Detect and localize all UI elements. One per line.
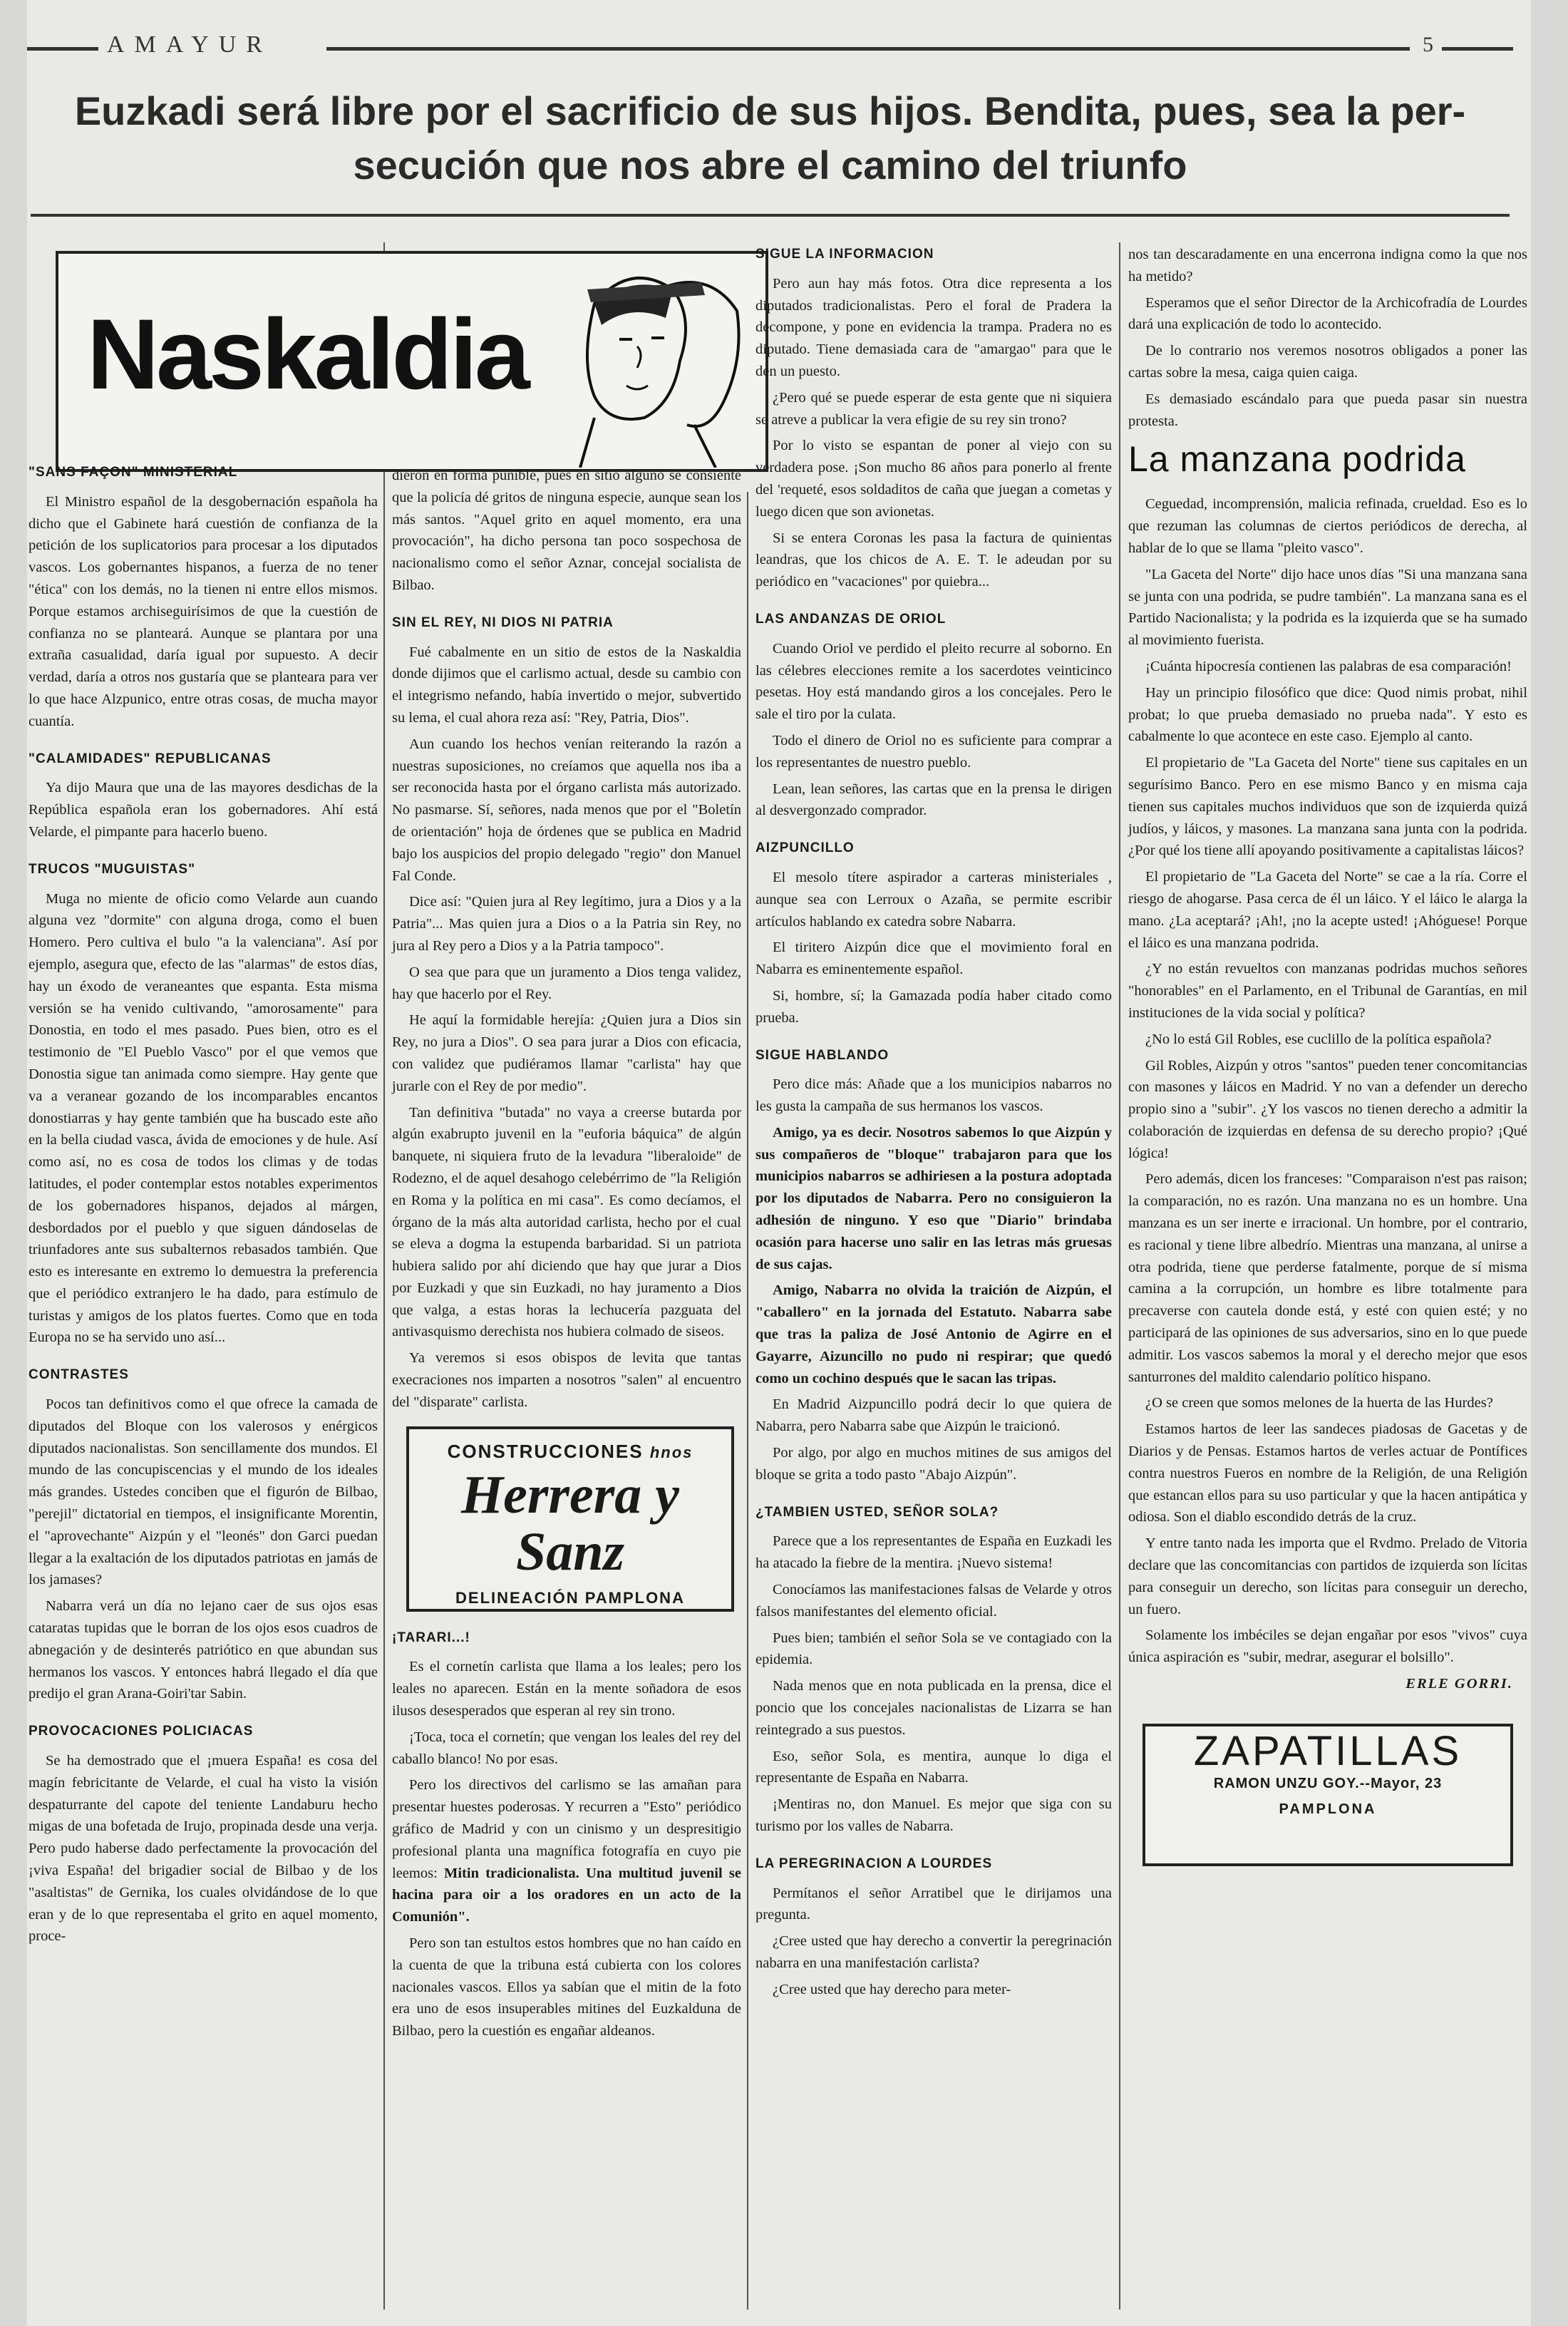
- column-rule: [747, 492, 748, 2310]
- paragraph: El propietario de "La Gaceta del Norte" se cae a la ría. Corre el riesgo de ahogarse. Pasa cerca de él un láico. Y el láico le alarga la mano. ¿La aceptará? ¡Ah!, ¡no la acepte usted! ¡Ahóguese! Porque el láico es una manzana podrida.: [1128, 869, 1527, 951]
- paragraph: Si, hombre, sí; la Gamazada podía haber citado como prueba.: [755, 987, 1112, 1026]
- section-heading: LAS ANDANZAS DE ORIOL: [755, 611, 947, 627]
- section-heading: AIZPUNCILLO: [755, 840, 855, 856]
- paragraph: Por lo visto se espantan de poner al viejo con su verdadera pose. ¡Son mucho 86 años para ponerlo al frente del 'requeté, esos soldaditos de caña que juegan a cometas y luego dicen que son avionetas.: [755, 438, 1112, 520]
- section-heading: CONTRASTES: [29, 1367, 129, 1383]
- paragraph: Ceguedad, incomprensión, malicia refinada, crueldad. Eso es lo que rezuman las columnas de ciertos periódicos de derecha, al hablar de lo que se llama "pleito vasco".: [1128, 496, 1527, 556]
- paragraph: Pues bien; también el señor Sola se ve contagiado con la epidemia.: [755, 1630, 1112, 1668]
- masthead-wrapper: [27, 251, 768, 472]
- section-heading: PROVOCACIONES POLICIACAS: [29, 1724, 254, 1739]
- naskaldia-masthead: [56, 251, 768, 472]
- paragraph: ¿Cree usted que hay derecho a convertir la peregrinación nabarra en una manifestación carlista?: [755, 1933, 1112, 1971]
- paragraph: ¿O se creen que somos melones de la huerta de las Hurdes?: [1145, 1395, 1493, 1411]
- section-heading: LA PEREGRINACION A LOURDES: [755, 1856, 993, 1871]
- ad-construcciones-text: CONSTRUCCIONES: [447, 1440, 644, 1462]
- paragraph: De lo contrario nos veremos nosotros obligados a poner las cartas sobre la mesa, caiga quien caiga.: [1128, 343, 1527, 381]
- paragraph: ¡Mentiras no, don Manuel. Es mejor que siga con su turismo por los valles de Nabarra.: [755, 1796, 1112, 1834]
- section-heading: SIGUE HABLANDO: [755, 1047, 889, 1063]
- paragraph: El propietario de "La Gaceta del Norte" tiene sus capitales en un segurísimo Banco. Pero en ese mismo Banco y en misma caja tienen sus capitales muchos individuos que son de izquierda quizá judíos, y láicos, y masones. La manzana sana junta con la podrida. ¿Por qué los tiene allí apoyando positivamente a capitalistas láicos?: [1128, 755, 1527, 859]
- paragraph: ¡Toca, toca el cornetín; que vengan los leales del rey del caballo blanco! No por esas.: [392, 1729, 741, 1767]
- paragraph: [392, 1774, 741, 1928]
- paragraph: Es demasiado escándalo para que pueda pasar sin nuestra protesta.: [1128, 391, 1527, 429]
- paragraph: ¿Pero qué se puede esperar de esta gente que ni siquiera se atreve a publicar la vera efigie de su rey sin trono?: [755, 389, 1112, 428]
- section-heading: "SANS FAÇON" MINISTERIAL: [29, 465, 238, 480]
- paragraph: Todo el dinero de Oriol no es suficiente para comprar a los representantes de nuestro pueblo.: [755, 732, 1112, 771]
- paragraph: Pero además, dicen los franceses: "Comparaison n'est pas raison; la comparación, no es razón. Una manzana no es un hombre. Una manzana es un ser inerte e irracional. Un hombre, por el contrario, es racional y tiene libre albedrío. Mientras una manzana, al unirse a otra podrida, tiene que perderse fatalmente, porque de sí misma camina a la corrupción, un hombre es libre totalmente para precaverse con cautela donde está, y esté con quien esté; y no participará de las opiniones de sus adversarios, sino en lo que puede admitir. Los vascos sabemos la moral y el derecho mejor que esos santurrones del maldito calendario político hispano.: [1128, 1171, 1527, 1385]
- paragraph: Pero aun hay más fotos. Otra dice representa a los diputados tradicionalistas. Pero el foral de Pradera la decompone, y pone en evidencia la trampa. Pradera no es diputado. Tiene demasiada cara de "amargao" para que le den un puesto.: [755, 275, 1112, 379]
- paragraph: He aquí la formidable herejía: ¿Quien jura a Dios sin Rey, no jura a Dios". O sea para jurar a Dios con eficacia, con validez que pudiéramos llamar "carlista" hay que jurarle con el Rey de por medio".: [392, 1012, 741, 1094]
- section-heading: ¿TAMBIEN USTED, SEÑOR SOLA?: [755, 1504, 999, 1520]
- paragraph: Aun cuando los hechos venían reiterando la razón a nuestras suposiciones, no creíamos que aquella nos iba a ser reconocida hasta por el órgano carlista más autorizado. No pasmarse. Sí, señores, nada menos que por el "Boletín de orientación" hoja de órdenes que se publica en Madrid bajo los auspicios del propio delegado "regio" don Manuel Fal Conde.: [392, 736, 741, 884]
- paragraph: El mesolo títere aspirador a carteras ministeriales , aunque sea con Lerroux o Azaña, se permite escribir artículos hablando ex catedra sobre Nabarra.: [755, 869, 1112, 930]
- paragraph: Por algo, por algo en muchos mitines de sus amigos del bloque se grita a todo pasto "Abajo Aizpún".: [755, 1445, 1112, 1483]
- paragraph: Nabarra verá un día no lejano caer de sus ojos esas cataratas tupidas que le borran de los ojos esos cuadros de abnegación y de desinterés patriótico en que abundan sus hermanos los vascos. Y entonces habrá llegado el día que predijo el gran Arana-Goiri'tar Sabin.: [29, 1598, 378, 1702]
- masthead-title: Naskaldia: [87, 298, 527, 410]
- paragraph: Pocos tan definitivos como el que ofrece la camada de diputados del Bloque con los valerosos y enérgicos diputados nacionalistas. Son sencillamente dos mundos. El mundo de las concupiscencias y el mundo de los ideales más grandes. Ustedes conciben que el figurón de Bilbao, "perejil" dictatorial en tiempos, el insignificante Morentin, el "aprovechante" Aizpún y el "leonés" don Garci puedan llegar a la exaltación de los diputados patriotas en jamás de los jamases?: [29, 1396, 378, 1588]
- paragraph: ¿Cree usted que hay derecho para meter-: [773, 1981, 1011, 1997]
- paragraph: Amigo, Nabarra no olvida la traición de Aizpún, el "caballero" en la jornada del Estatuto. Nabarra sabe que tras la paliza de José Antonio de Agirre en el Gayarre, Aizuncillo no pudo ni respirar; que quedó como un cochino después que le sacan las tripas.: [755, 1282, 1112, 1386]
- paragraph: El tiritero Aizpún dice que el movimiento foral en Nabarra es eminentemente español.: [755, 940, 1112, 978]
- paragraph: "La Gaceta del Norte" dijo hace unos días "Si una manzana sana se junta con una podrida, se pudre también". La manzana sana es el Partido Nacionalista; y la podrida es la izquierda que se ha sumado al movimiento fuerista.: [1128, 566, 1527, 649]
- section-heading: SIGUE LA INFORMACION: [755, 247, 934, 262]
- paragraph: Conocíamos las manifestaciones falsas de Velarde y otros falsos manifestantes del elemento oficial.: [755, 1582, 1112, 1620]
- banner-line-2: secución que nos abre el camino del triunfo: [353, 143, 1187, 187]
- paragraph: En Madrid Aizpuncillo podrá decir lo que quiera de Nabarra, pero Nabarra sabe que Aizpún le traicionó.: [755, 1396, 1112, 1435]
- ad-hnos-text: hnos: [649, 1443, 693, 1461]
- ad-company-name: Herrera y Sanz: [460, 1465, 680, 1583]
- paragraph: Permítanos el señor Arratibel que le dirijamos una pregunta.: [755, 1885, 1112, 1923]
- banner-rule: [31, 214, 1510, 217]
- paragraph: Nada menos que en nota publicada en la prensa, dice el poncio que los concejales nacionalistas de Lizarra se han reintegrado a sus puestos.: [755, 1678, 1112, 1738]
- ad-title: ZAPATILLAS: [1193, 1727, 1463, 1774]
- paragraph: Muga no miente de oficio como Velarde aun cuando alguna vez "dormite" con alguna droga, como el buen Homero. Pero cultiva el bulo "a la valenciana". Así por ejemplo, asegura que, efecto de las "alarmas" de estos días, hay un éxodo de veraneantes que espanta. Esta misma versión se ha venido cultivando, "amorosamente" para Donostia, en todo el mes pasado. Pues bien, otro es el testimonio de "El Pueblo Vasco" por el que vemos que Donostia sigue tan animada como siempre. Hay gente que va a veranear gozando de los incomparables encantos donostiarras y hay gente también que ha buscado este año en la bella ciudad vasca, ávida de emociones y de hule. Así como así, no es cosa de todos los climas y de todas latitudes, el poder contemplar estos notables experimentos de los gobernadores hispanos, dejados al márgen, desbordados por el pueblo y que siguen dándoselas de triunfadores ante sus subalternos rebasados también. Que esto es interesante en extremo lo demuestra la preferencia que el periódico extranjero le ha dado, para estímulo de turistas y amigos de los platos fuertes. Como que en toda Europa no se ha servido uno así...: [29, 890, 378, 1346]
- section-heading: ¡TARARI...!: [392, 1630, 470, 1645]
- paragraph: Estamos hartos de leer las sandeces piadosas de Gacetas y de Diarios y de Pensas. Estamos hartos de verles actuar de Pontífices contra nuestros Fueros en nombre de la Religión, de una Religión que estancan ellos para su uso particular y que la hacen antipática y odiosa. Son el diablo escondido detrás de la cruz.: [1128, 1421, 1527, 1525]
- ad-city: PAMPLONA: [1279, 1801, 1377, 1818]
- paragraph: Hay un principio filosófico que dice: Quod nimis probat, nihil probat; lo que prueba demasiado no prueba nada". Y esto es cabalmente lo que acontece en este caso. Ejemplo al canto.: [1128, 684, 1527, 745]
- section-heading: SIN EL REY, NI DIOS NI PATRIA: [392, 614, 614, 630]
- ad-line: [416, 1441, 724, 1464]
- paragraph: Fué cabalmente en un sitio de estos de la Naskaldia donde dijimos que el carlismo actual, desde su cambio con el integrismo nefando, había invertido o mejor, subvertido su lema, el cual ahora reza así: "Rey, Patria, Dios".: [392, 644, 741, 726]
- paragraph: Amigo, ya es decir. Nosotros sabemos lo que Aizpún y sus compañeros de "bloque" trabajaron para que los municipios nabarros se adhiriesen a la postura adoptada por los diputados de Nabarra. Pero no consiguieron la adhesión de ninguno. Y eso que "Diario" brindaba ocasión para hacerse uno salir en las letras más gruesas de sus cajas.: [755, 1124, 1112, 1272]
- paragraph: Parece que a los representantes de España en Euzkadi les ha atacado la fiebre de la mentira. ¡Nuevo sistema!: [755, 1533, 1112, 1572]
- paragraph: Pero son tan estultos estos hombres que no han caído en la cuenta de que la tribuna está cubierta con los colores nacionales vascos. Ellos ya sabían que el mitin de la foto era uno de esos insuperables mitines del Euzkalduna de Bilbao, pero la cuestión es engañar aldeanos.: [392, 1935, 741, 2039]
- herrera-sanz-advertisement: [406, 1426, 734, 1612]
- article-title: La manzana podrida: [1128, 439, 1466, 480]
- paragraph: ¿No lo está Gil Robles, ese cuclillo de la política española?: [1145, 1031, 1492, 1047]
- paragraph: Esperamos que el señor Director de la Archicofradía de Lourdes dará una explicación de todo lo acontecido.: [1128, 294, 1527, 333]
- paragraph: Ya veremos si esos obispos de levita que tantas execraciones nos imparten a nosotros "salen" al encuentro del "disparate" carlista.: [392, 1350, 741, 1410]
- column-rule: [383, 242, 385, 2310]
- column-2: [392, 465, 741, 2047]
- column-rule: [1119, 242, 1120, 2310]
- column-3: [755, 244, 1112, 2005]
- paragraph: Gil Robles, Aizpún y otros "santos" pueden tener concomitancias con masones y láicos en Madrid. Y no van a defender un derecho propio sino a "subir". ¿Y los vascos no tienen derecho a admitir la colaboración de izquierdas en defensa de su derecho propio? ¡Qué lógica!: [1128, 1057, 1527, 1161]
- paragraph: El Ministro español de la desgobernación española ha dicho que el Gabinete hará cuestión de confianza de la petición de los suplicatorios para procesar a los diputados vascos. Los gobernantes hispanos, a fuerza de no tener "ética" con los demás, no la tienen ni entre ellos mismos. Porque estamos archiseguirísimos de que la cuestión de confianza no se planteará. Aunque se plantara por una extraña casualidad, daría igual por supuesto. A decir verdad, daría a otros nos gustaría que se planteara para ver lo que hace Alzpunico, entre otras cosas, de mucha mayor cuantía.: [29, 493, 378, 729]
- ad-location: DELINEACIÓN PAMPLONA: [455, 1589, 685, 1607]
- section-heading: "CALAMIDADES" REPUBLICANAS: [29, 751, 272, 766]
- paragraph: ¿Y no están revueltos con manzanas podridas muchos señores "honorables" en el Parlamento, en el Tribunal de Garantías, en mil instituciones de la vida social y política?: [1128, 961, 1527, 1021]
- faces-illustration-icon: [552, 261, 751, 468]
- page-header: [27, 31, 1513, 60]
- paragraph-bold-text: Mitin tradicionalista. Una multitud juvenil se hacina para oir a los oradores en un acto de la Comunión".: [392, 1865, 741, 1925]
- paragraph: Cuando Oriol ve perdido el pleito recurre al soborno. En las célebres elecciones remite a los sacerdotes veinticinco pesetas. Hoy está mandando giros a los concejales. Pero le sale el tiro por la culata.: [755, 640, 1112, 723]
- page-number: 5: [1423, 33, 1433, 56]
- paragraph: dieron en forma punible, pues en sitio alguno se consiente que la policía dé gritos de ninguna especie, aunque sean los más santos. "Aquel grito en aquel momento, era una provocación", ha dicho persona tan poco sospechosa de nacionalismo como el señor Aznar, concejal socialista de Bilbao.: [392, 468, 741, 593]
- paragraph: Ya dijo Maura que una de las mayores desdichas de la República española eran los gobernadores. Ahí está Velarde, el pimpante para hacerlo bueno.: [29, 780, 378, 840]
- paragraph: Y entre tanto nada les importa que el Rvdmo. Prelado de Vitoria declare que las concomitancias con partidos de izquierda son lícitas para conseguir un derecho, son lícitas para conseguir un derecho, un fuero.: [1128, 1535, 1527, 1617]
- zapatillas-advertisement: [1143, 1724, 1513, 1866]
- newspaper-page: [27, 0, 1531, 2326]
- author-signature: ERLE GORRI.: [1405, 1676, 1513, 1692]
- header-rule-left: [27, 47, 98, 51]
- banner-line-1: Euzkadi será libre por el sacrificio de sus hijos. Bendita, pues, sea la per-: [74, 88, 1466, 133]
- column-4: [1128, 244, 1527, 1866]
- paragraph: Eso, señor Sola, es mentira, aunque lo diga el representante de España en Nabarra.: [755, 1748, 1112, 1786]
- paragraph: Lean, lean señores, las cartas que en la prensa le dirigen al desvergonzado comprador.: [755, 781, 1112, 819]
- paragraph: ¡Cuánta hipocresía contienen las palabras de esa comparación!: [1145, 658, 1512, 674]
- column-1: [29, 462, 378, 1952]
- header-rule-right: [1442, 47, 1513, 51]
- paragraph: O sea que para que un juramento a Dios tenga validez, hay que hacerlo por el Rey.: [392, 964, 741, 1002]
- banner-headline: [27, 84, 1513, 192]
- paragraph: Se ha demostrado que el ¡muera España! es cosa del magín febricitante de Velarde, el cual ha visto la visión despaturrante del capote del teniente Landaburu hecho migas de una bofetada de Irujo, propinada desde una verja. Pero pudo haberse dado perfectamente la provocación del ¡viva España! del brigadier social de Bilbao y de los "asaltistas" de Gernika, los cuales olvidándose de lo que eran y de lo que representaba el grito en aquel momento, proce-: [29, 1753, 378, 1945]
- paragraph: Solamente los imbéciles se dejan engañar por esos "vivos" cuya única aspiración es "subir, medrar, asegurar el bolsillo".: [1128, 1627, 1527, 1666]
- paragraph: Si se entera Coronas les pasa la factura de quinientas leandras, que los chicos de A. E. T. le adeudan por su periódico en "vacaciones" por quiebra...: [755, 530, 1112, 590]
- paragraph: Pero dice más: Añade que a los municipios nabarros no les gusta la campaña de sus hermanos los vascos.: [755, 1076, 1112, 1115]
- newspaper-name: AMAYUR: [107, 31, 273, 58]
- paragraph: nos tan descaradamente en una encerrona indigna como la que nos ha metido?: [1128, 247, 1527, 284]
- paragraph: Es el cornetín carlista que llama a los leales; pero los leales no aparecen. Están en la mente soñadora de esos ilusos desesperados que esperan al rey sin trono.: [392, 1659, 741, 1719]
- paragraph: Tan definitiva "butada" no vaya a creerse butarda por algún exabrupto juvenil en la "euforia báquica" de algún banquete, ni siquiera fruto de la levadura "liberaloide" de Rodezno, el de aquel desahogo celebérrimo de "la Religión en Roma y la política en mi casa". Es como decíamos, el órgano de la más alta autoridad carlista, hecho por el cual se eleva a dogma la estupenda barbaridad. Si un patriota hubiera salido por ahí diciendo que hay que jurar a Dios por Euzkadi y que sin Euzkadi, no hay juramento a Dios que valga, a estas horas la lechucería pazguata del antivasquismo derechista nos hubiera colmado de siseos.: [392, 1104, 741, 1340]
- header-rule-middle: [326, 47, 1410, 51]
- paragraph: Dice así: "Quien jura al Rey legítimo, jura a Dios y a la Patria"... Mas quien jura a Dios o a la Patria sin Rey, no jura al Rey pero a Dios y a la Patria tampoco".: [392, 894, 741, 954]
- ad-address: RAMON UNZU GOY.--Mayor, 23: [1213, 1775, 1443, 1791]
- section-heading: TRUCOS "MUGUISTAS": [29, 861, 196, 877]
- paragraph-text: Pero los directivos del carlismo se las amañan para presentar huestes poderosas. Y recurren a "Esto" periódico gráfico de Madrid y con un cinismo y un despresitigio profesional planta una magnífica fotografía en cuyo pie leemos:: [392, 1777, 741, 1881]
